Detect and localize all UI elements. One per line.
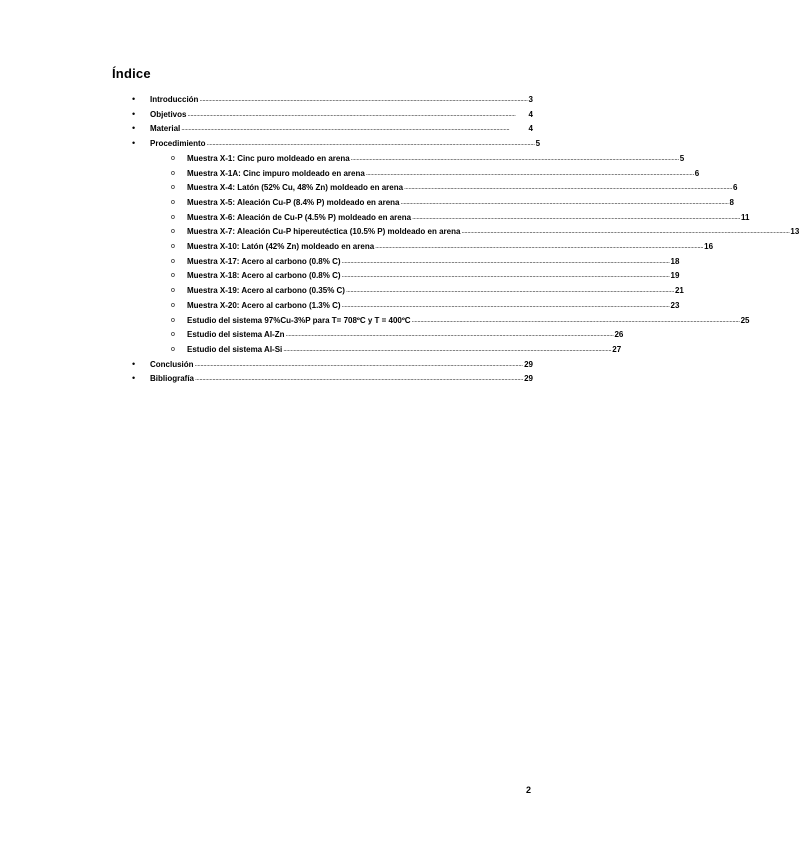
toc-entry-page: 11 [741, 212, 750, 222]
sub-bullet-icon: o [171, 257, 175, 265]
sub-bullet-icon: o [171, 243, 175, 250]
toc-entry-label: Objetivos [150, 109, 187, 119]
toc-entry[interactable] [132, 356, 533, 369]
dot-leader: ................................................................................................................................................................................................................................... [195, 375, 523, 383]
toc-entry[interactable] [171, 165, 700, 178]
dot-leader: ................................................................................................................................................................................................................................... [341, 257, 670, 265]
toc-entry-page: 21 [674, 286, 684, 296]
toc-entry-page: 16 [704, 242, 714, 251]
dot-leader: ................................................................................................................................................................................................................................... [341, 301, 670, 309]
toc-entry-page: 26 [614, 330, 624, 340]
toc-entry[interactable] [132, 135, 541, 149]
sub-bullet-icon: o [171, 316, 175, 324]
sub-bullet-icon: o [171, 287, 175, 295]
toc-entry-label: Muestra X-17: Acero al carbono (0.8% C) [187, 256, 341, 266]
toc-entry-label: Estudio del sistema 97%Cu-3%P para T= 708ºC y T = 400ºC [187, 315, 411, 325]
toc-entry-page: 5 [679, 153, 685, 163]
toc-entry-page: 13 [790, 227, 799, 237]
toc-entry-page: 6 [733, 183, 738, 193]
sub-bullet-icon: o [171, 301, 175, 309]
toc-entry-label: Muestra X-18: Acero al carbono (0.8% C) [187, 271, 341, 281]
bullet-icon: • [132, 108, 136, 119]
dot-leader: ................................................................................................................................................................................................................................... [283, 345, 612, 353]
toc-entry-page: 25 [740, 315, 750, 325]
toc-entry-label: Estudio del sistema Al-Si [187, 344, 283, 354]
toc-entry[interactable] [132, 120, 533, 134]
toc-entry[interactable] [171, 341, 622, 354]
toc-entry-label: Muestra X-7: Aleación Cu-P hipereutéctica (10.5% P) moldeado en arena [187, 227, 461, 237]
sub-bullet-icon: o [171, 198, 175, 206]
toc-entry[interactable] [171, 297, 680, 310]
toc-entry-label: Estudio del sistema Al-Zn [187, 330, 285, 340]
toc-entry-page: 23 [670, 300, 680, 310]
bullet-icon: • [132, 358, 136, 369]
toc-entry-page: 18 [670, 256, 680, 266]
toc-entry-page: 3 [528, 95, 533, 104]
bullet-icon: • [132, 123, 136, 134]
sub-bullet-icon: o [171, 213, 175, 221]
sub-bullet-icon: o [171, 228, 175, 236]
toc-entry-page: 19 [670, 271, 680, 281]
toc-entry[interactable] [171, 223, 799, 237]
dot-leader: ................................................................................................................................................................................................................................... [350, 154, 679, 162]
dot-leader: ................................................................................................................................................................................................................................... [341, 272, 670, 280]
dot-leader: ................................................................................................................................................................................................................................... [400, 198, 729, 206]
toc-entry[interactable] [171, 238, 714, 251]
bullet-icon: • [132, 94, 136, 104]
dot-leader: ................................................................................................................................................................................................................................... [404, 184, 733, 192]
dot-leader: ................................................................................................................................................................................................................................... [199, 96, 528, 103]
dot-leader: ................................................................................................................................................................................................................................... [187, 110, 516, 118]
toc-heading: Índice [112, 66, 151, 81]
toc-entry-label: Muestra X-1A: Cinc impuro moldeado en arena [187, 168, 365, 178]
sub-bullet-icon: o [171, 345, 175, 353]
toc-entry[interactable] [171, 282, 684, 296]
toc-entry[interactable] [132, 106, 533, 119]
toc-entry[interactable] [132, 370, 533, 384]
dot-leader: ................................................................................................................................................................................................................................... [412, 213, 741, 221]
toc-entry-label: Conclusión [150, 359, 194, 369]
toc-entry[interactable] [132, 91, 533, 104]
toc-entry-page: 6 [694, 168, 700, 178]
toc-entry-page: 29 [524, 374, 533, 384]
dot-leader: ................................................................................................................................................................................................................................... [285, 331, 614, 339]
toc-entry[interactable] [171, 179, 738, 193]
toc-entry-label: Muestra X-6: Aleación de Cu-P (4.5% P) moldeado en arena [187, 212, 412, 222]
dot-leader: ................................................................................................................................................................................................................................... [461, 228, 790, 236]
toc-entry[interactable] [171, 194, 734, 207]
dot-leader: ................................................................................................................................................................................................................................... [194, 360, 523, 368]
dot-leader: ................................................................................................................................................................................................................................... [181, 125, 510, 133]
bullet-icon: • [132, 373, 136, 384]
sub-bullet-icon: o [171, 154, 175, 162]
dot-leader: ................................................................................................................................................................................................................................... [206, 140, 535, 148]
toc-entry-label: Material [150, 124, 181, 134]
toc-entry-page: 29 [524, 359, 533, 369]
toc-entry[interactable] [171, 267, 680, 281]
toc-entry-label: Muestra X-19: Acero al carbono (0.35% C) [187, 286, 345, 296]
toc-entry[interactable] [171, 253, 680, 266]
toc-entry-label: Muestra X-20: Acero al carbono (1.3% C) [187, 300, 341, 310]
toc-entry-label: Muestra X-10: Latón (42% Zn) moldeado en arena [187, 242, 375, 251]
toc-entry-label: Muestra X-1: Cinc puro moldeado en arena [187, 153, 350, 163]
dot-leader: ................................................................................................................................................................................................................................... [365, 169, 694, 177]
dot-leader: ................................................................................................................................................................................................................................... [411, 316, 740, 324]
toc-entry-label: Bibliografía [150, 374, 195, 384]
sub-bullet-icon: o [171, 184, 175, 192]
toc-entry-page: 27 [612, 344, 622, 354]
toc-entry-label: Muestra X-5: Aleación Cu-P (8.4% P) moldeado en arena [187, 197, 400, 207]
toc-entry[interactable] [171, 150, 685, 163]
toc-entry[interactable] [171, 312, 750, 325]
toc-entry-label: Muestra X-4: Latón (52% Cu, 48% Zn) moldeado en arena [187, 183, 404, 193]
toc-entry-page: 5 [535, 139, 541, 149]
toc-entry[interactable] [171, 326, 624, 340]
toc-entry-label: Procedimiento [150, 139, 206, 149]
sub-bullet-icon: o [171, 169, 175, 177]
sub-bullet-icon: o [171, 272, 175, 280]
dot-leader: ................................................................................................................................................................................................................................... [345, 287, 674, 295]
page-number: 2 [526, 785, 532, 795]
toc-entry-page: 4 [528, 124, 533, 134]
toc-entry[interactable] [171, 209, 750, 222]
toc-entry-page: 4 [528, 109, 533, 119]
dot-leader: ................................................................................................................................................................................................................................... [375, 243, 704, 250]
toc-entry-label: Introducción [150, 95, 199, 104]
sub-bullet-icon: o [171, 331, 175, 339]
toc-entry-page: 8 [729, 197, 734, 207]
bullet-icon: • [132, 138, 136, 149]
